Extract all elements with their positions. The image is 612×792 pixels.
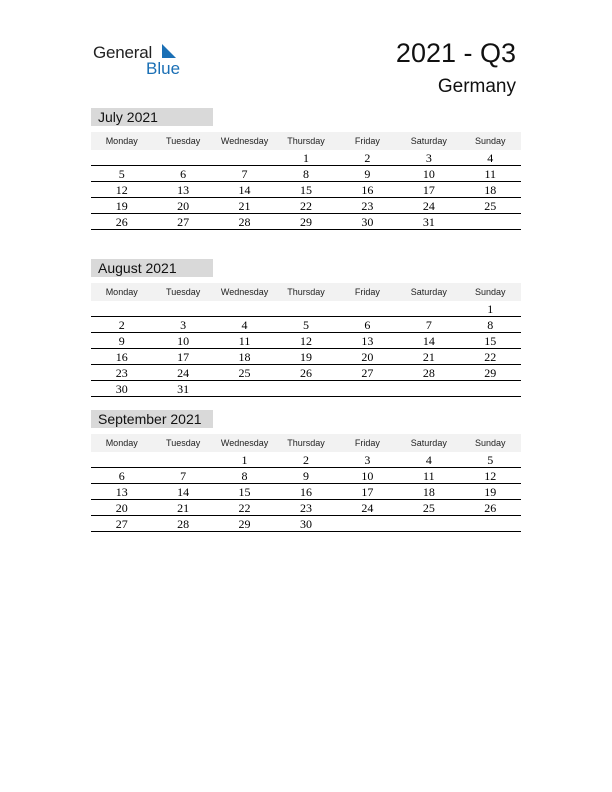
day-cell: 31	[422, 215, 435, 229]
day-cell: 12	[484, 469, 497, 483]
day-cell: 3	[180, 318, 187, 332]
day-cell: 28	[238, 215, 251, 229]
weekday-label: Saturday	[410, 438, 447, 448]
month-august	[91, 259, 521, 397]
day-cell: 12	[115, 183, 128, 197]
day-cell: 29	[484, 366, 497, 380]
day-cell: 16	[115, 350, 128, 364]
day-cell: 16	[361, 183, 374, 197]
logo-triangle-icon	[162, 44, 176, 58]
month-july	[91, 108, 521, 230]
logo	[93, 40, 193, 80]
day-cell: 4	[425, 453, 432, 467]
day-cell: 10	[361, 469, 374, 483]
month-title: September 2021	[91, 410, 213, 428]
day-cell	[152, 150, 213, 165]
weekday-label: Thursday	[287, 136, 325, 146]
week-row	[91, 452, 521, 468]
day-cell	[460, 516, 521, 531]
day-cell: 23	[361, 199, 374, 213]
day-cell	[460, 381, 521, 396]
day-cell: 10	[177, 334, 190, 348]
week-row	[91, 484, 521, 500]
day-cell: 23	[115, 366, 128, 380]
day-cell: 22	[299, 199, 312, 213]
day-cell: 25	[484, 199, 497, 213]
week-row	[91, 333, 521, 349]
day-cell: 24	[361, 501, 374, 515]
day-cell: 6	[364, 318, 371, 332]
day-cell: 20	[177, 199, 190, 213]
week-row	[91, 381, 521, 397]
country-label: Germany	[437, 76, 516, 97]
day-cell: 30	[115, 382, 128, 396]
weekday-label: Wednesday	[220, 287, 269, 297]
day-cell: 1	[302, 151, 309, 165]
day-cell	[275, 301, 336, 316]
weekday-label: Tuesday	[166, 287, 201, 297]
day-cell: 5	[118, 167, 125, 181]
day-cell: 20	[115, 501, 128, 515]
day-cell: 14	[177, 485, 190, 499]
weekday-label: Monday	[105, 287, 138, 297]
day-cell: 14	[422, 334, 435, 348]
page-title: 2021 - Q3	[395, 38, 516, 68]
day-cell: 4	[241, 318, 248, 332]
day-cell: 2	[118, 318, 125, 332]
week-row	[91, 301, 521, 317]
day-cell: 4	[487, 151, 494, 165]
day-cell: 3	[425, 151, 432, 165]
day-cell: 17	[422, 183, 435, 197]
day-cell: 1	[487, 302, 494, 316]
day-cell: 13	[177, 183, 190, 197]
day-cell: 22	[238, 501, 251, 515]
day-cell: 21	[238, 199, 251, 213]
day-cell: 24	[422, 199, 435, 213]
day-cell: 26	[299, 366, 312, 380]
weekday-label: Saturday	[410, 287, 447, 297]
day-cell: 5	[487, 453, 494, 467]
weekday-label: Monday	[105, 438, 138, 448]
day-cell	[152, 301, 213, 316]
week-row	[91, 214, 521, 230]
day-cell: 31	[177, 382, 190, 396]
week-row	[91, 516, 521, 532]
day-cell	[337, 301, 398, 316]
day-cell: 14	[238, 183, 251, 197]
day-cell: 27	[177, 215, 190, 229]
week-row	[91, 349, 521, 365]
week-row	[91, 166, 521, 182]
day-cell: 12	[299, 334, 312, 348]
day-cell	[398, 301, 459, 316]
week-row	[91, 150, 521, 166]
day-cell	[152, 452, 213, 467]
day-cell: 22	[484, 350, 497, 364]
week-row	[91, 182, 521, 198]
day-cell: 8	[241, 469, 248, 483]
weekday-label: Monday	[105, 136, 138, 146]
day-cell	[91, 301, 152, 316]
day-cell: 5	[302, 318, 309, 332]
weekday-label: Saturday	[410, 136, 447, 146]
day-cell: 11	[484, 167, 497, 181]
day-cell: 19	[299, 350, 312, 364]
day-cell: 15	[238, 485, 251, 499]
day-cell: 30	[361, 215, 374, 229]
week-row	[91, 198, 521, 214]
day-cell: 25	[422, 501, 435, 515]
weekday-label: Friday	[354, 136, 380, 146]
day-cell: 19	[484, 485, 497, 499]
day-cell	[337, 516, 398, 531]
day-cell: 20	[361, 350, 374, 364]
day-cell: 23	[299, 501, 312, 515]
day-cell: 29	[238, 517, 251, 531]
weekday-label: Friday	[354, 287, 380, 297]
day-cell: 27	[361, 366, 374, 380]
day-cell: 25	[238, 366, 251, 380]
weekday-label: Thursday	[287, 438, 325, 448]
day-cell: 13	[115, 485, 128, 499]
day-cell: 13	[361, 334, 374, 348]
day-cell	[337, 381, 398, 396]
week-row	[91, 500, 521, 516]
weeks	[91, 150, 521, 230]
weekday-label: Wednesday	[220, 438, 269, 448]
weeks	[91, 452, 521, 532]
day-cell: 18	[238, 350, 251, 364]
day-cell	[398, 516, 459, 531]
weekday-label: Thursday	[287, 287, 325, 297]
day-cell: 21	[422, 350, 435, 364]
day-cell: 7	[425, 318, 432, 332]
weekday-label: Wednesday	[220, 136, 269, 146]
day-cell: 11	[423, 469, 435, 483]
weekday-label: Tuesday	[166, 136, 201, 146]
weekday-label: Sunday	[474, 287, 506, 297]
day-cell: 30	[299, 517, 312, 531]
day-cell: 29	[299, 215, 312, 229]
week-row	[91, 468, 521, 484]
day-cell: 17	[361, 485, 374, 499]
day-cell: 7	[241, 167, 248, 181]
logo-text-general: General	[93, 43, 153, 62]
day-cell	[214, 381, 275, 396]
day-cell: 9	[364, 167, 371, 181]
weekday-header	[91, 132, 521, 150]
day-cell: 2	[302, 453, 309, 467]
day-cell	[398, 381, 459, 396]
day-cell	[91, 452, 152, 467]
day-cell	[214, 301, 275, 316]
day-cell: 10	[422, 167, 435, 181]
day-cell: 17	[177, 350, 190, 364]
weeks	[91, 301, 521, 397]
day-cell	[275, 381, 336, 396]
day-cell: 1	[241, 453, 248, 467]
day-cell: 6	[180, 167, 187, 181]
day-cell: 3	[364, 453, 371, 467]
weekday-label: Sunday	[474, 438, 506, 448]
day-cell: 26	[115, 215, 128, 229]
day-cell: 21	[177, 501, 190, 515]
day-cell: 7	[180, 469, 187, 483]
day-cell: 28	[177, 517, 190, 531]
week-row	[91, 317, 521, 333]
day-cell: 15	[484, 334, 497, 348]
day-cell: 27	[115, 517, 128, 531]
weekday-header	[91, 434, 521, 452]
day-cell: 15	[299, 183, 312, 197]
month-title: July 2021	[91, 108, 213, 126]
day-cell	[460, 214, 521, 229]
day-cell	[214, 150, 275, 165]
day-cell: 24	[177, 366, 190, 380]
day-cell: 8	[302, 167, 309, 181]
day-cell: 9	[302, 469, 309, 483]
day-cell: 9	[118, 334, 125, 348]
logo-text-blue: Blue	[146, 59, 181, 78]
day-cell: 16	[299, 485, 312, 499]
day-cell	[91, 150, 152, 165]
day-cell: 18	[422, 485, 435, 499]
day-cell: 11	[238, 334, 251, 348]
week-row	[91, 365, 521, 381]
weekday-label: Friday	[354, 438, 380, 448]
weekday-label: Sunday	[474, 136, 506, 146]
month-september	[91, 410, 521, 532]
day-cell: 2	[364, 151, 371, 165]
weekday-header	[91, 283, 521, 301]
month-title: August 2021	[91, 259, 213, 277]
weekday-label: Tuesday	[166, 438, 201, 448]
day-cell: 8	[487, 318, 494, 332]
day-cell: 6	[118, 469, 125, 483]
day-cell: 19	[115, 199, 128, 213]
day-cell: 26	[484, 501, 497, 515]
day-cell: 18	[484, 183, 497, 197]
day-cell: 28	[422, 366, 435, 380]
